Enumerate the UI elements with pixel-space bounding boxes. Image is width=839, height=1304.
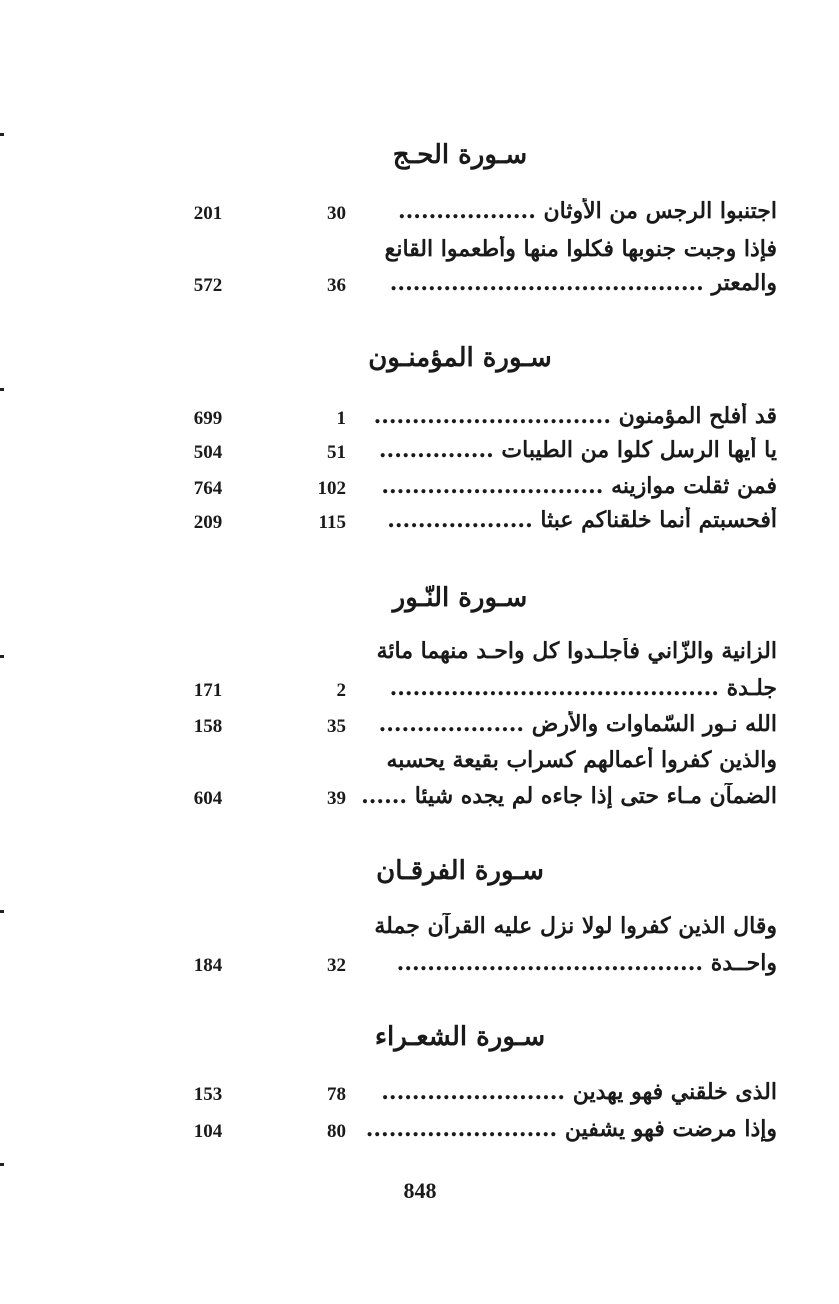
page-reference: 104	[193, 1121, 223, 1142]
verse-number: 1	[336, 408, 346, 429]
entry-text: يا أيها الرسل كلوا من الطيبات ...............	[378, 437, 777, 463]
entry-text: قد أفلح المؤمنون ...............................	[373, 403, 777, 429]
verse-number: 51	[327, 442, 346, 463]
entry-text: جلـدة ...........................................	[389, 675, 777, 701]
page-reference: 158	[193, 716, 223, 737]
binding-mark	[0, 1163, 4, 1166]
page-reference: 201	[193, 203, 223, 224]
verse-number: 39	[327, 788, 346, 809]
entry-text: الزانية والزّاني فأجلـدوا كل واحـد منهما مائة	[376, 638, 777, 664]
entry-text: اجتنبوا الرجس من الأوثان ..................	[397, 198, 777, 224]
verse-number: 115	[318, 512, 346, 533]
verse-number: 78	[327, 1084, 346, 1105]
page-reference: 699	[193, 408, 223, 429]
binding-mark	[0, 655, 4, 658]
entry-text: وإذا مرضت فهو يشفين .........................	[365, 1116, 777, 1142]
entry-text: الله نـور السّماوات والأرض ...................	[378, 711, 777, 737]
page-reference: 171	[193, 680, 223, 701]
surah-title-ash-shuara: سـورة الشعـراء	[374, 1022, 546, 1052]
verse-number: 2	[336, 680, 346, 701]
entry-text: واحــدة ........................................	[396, 950, 777, 976]
entry-text: والذين كفروا أعمالهم كسراب بقيعة يحسبه	[386, 747, 777, 773]
page-reference: 504	[193, 442, 223, 463]
binding-mark	[0, 910, 4, 913]
surah-title-al-hajj: سـورة الحـج	[392, 140, 528, 170]
surah-title-al-furqan: سـورة الفرقـان	[376, 856, 544, 886]
page-reference: 764	[193, 478, 223, 499]
verse-number: 30	[327, 203, 346, 224]
verse-number: 36	[327, 275, 346, 296]
page-reference: 184	[193, 955, 223, 976]
page-reference: 209	[193, 512, 223, 533]
surah-title-al-muminun: سـورة المؤمنـون	[368, 343, 552, 373]
entry-text: الضمآن مـاء حتى إذا جاءه لم يجده شيئا ......	[361, 783, 777, 809]
entry-text: فإذا وجبت جنوبها فكلوا منها وأطعموا القانع	[384, 236, 777, 262]
entry-text: والمعتر .........................................	[389, 270, 777, 296]
verse-number: 80	[327, 1121, 346, 1142]
entry-text: فمن ثقلت موازينه .............................	[381, 473, 777, 499]
page-reference: 604	[193, 788, 223, 809]
entry-text: وقال الذين كفروا لولا نزل عليه القرآن جملة	[374, 913, 777, 939]
surah-title-an-nur: سـورة النّـور	[392, 583, 528, 613]
entry-text: الذى خلقني فهو يهدين ........................	[381, 1079, 777, 1105]
page-number: 848	[403, 1178, 437, 1203]
verse-number: 35	[327, 716, 346, 737]
page-reference: 572	[193, 275, 223, 296]
verse-number: 32	[327, 955, 346, 976]
verse-number: 102	[317, 478, 346, 499]
entry-text: أفحسبتم أنما خلقناكم عبثا ...................	[387, 507, 777, 533]
page-reference: 153	[193, 1084, 223, 1105]
binding-mark	[0, 388, 4, 391]
binding-mark	[0, 133, 4, 136]
